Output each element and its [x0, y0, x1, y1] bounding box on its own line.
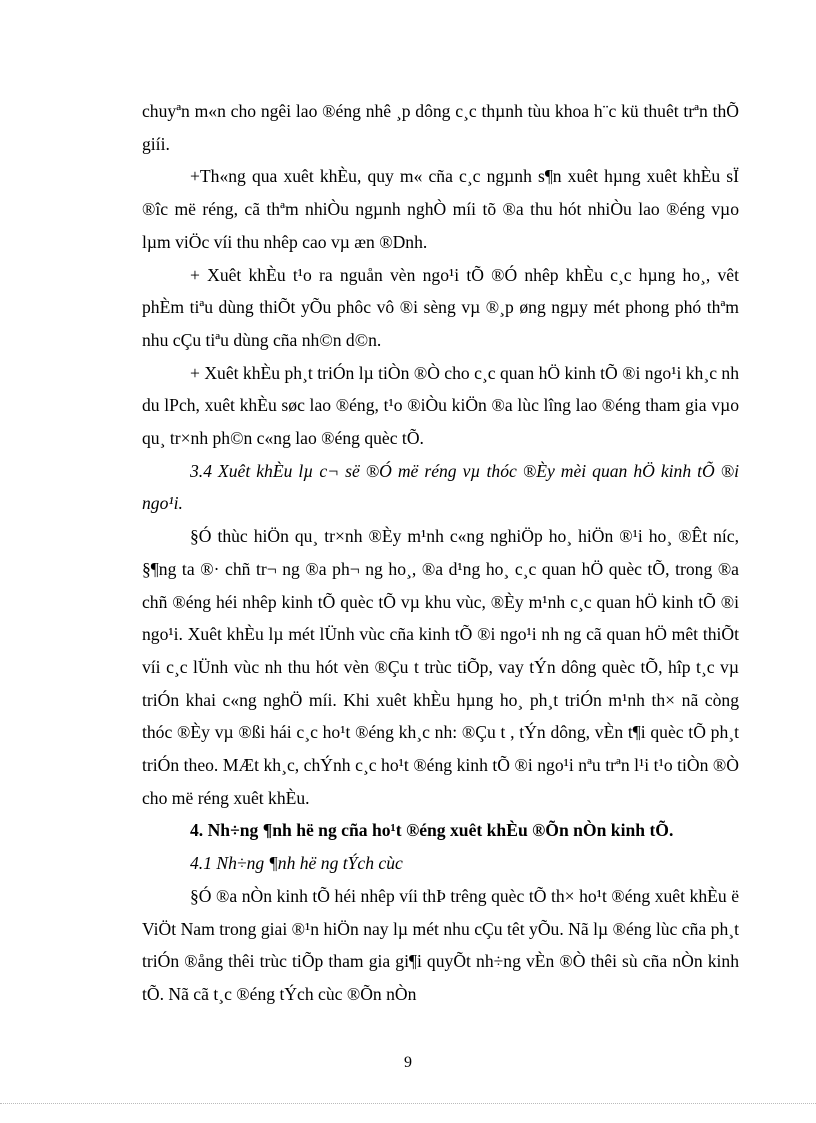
section-heading-4-1: 4.1 Nh÷ng ¶nh hë ng tÝch cùc — [190, 853, 403, 874]
paragraph-3: + Xuêt khÈu t¹o ra nguån vèn ngo¹i tÕ ®Ó nhêp khÈu c¸c hµng ho¸, vêt phÈm tiªu dùng thiÕt yÕu phôc vô ®i sèng vµ ®¸p øng ngµy mét phong phó thªm nhu cÇu tiªu dùng cña nh©n d©n. — [142, 264, 739, 350]
page-number: 9 — [404, 1054, 412, 1071]
document-body — [142, 95, 739, 1011]
section-heading-4: 4. Nh÷ng ¶nh hë ng cña ho¹t ®éng xuêt khÈu ®Õn nÒn kinh tÕ. — [190, 820, 674, 841]
paragraph-4: + Xuêt khÈu ph¸t triÓn lµ tiÒn ®Ò cho c¸c quan hÖ kinh tÕ ®i ngo¹i kh¸c nh du lPch, xuêt khÈu søc lao ®éng, t¹o ®iÒu kiÖn ®a lùc lîng lao ®éng tham gia vµo qu¸ tr×nh ph©n c«ng lao ®éng quèc tÕ. — [142, 362, 740, 449]
paragraph-2: +Th«ng qua xuêt khÈu, quy m« cña c¸c ngµnh s¶n xuêt hµng xuêt khÈu sÏ ®îc më réng, cã thªm nhiÒu ngµnh nghÒ míi tõ ®a thu hót nhiÒu lao ®éng vµo lµm viÖc víi thu nhêp cao vµ æn ®Dnh. — [142, 166, 739, 252]
paragraph-6: §Ó ®a nÒn kinh tÕ héi nhêp víi thÞ trêng quèc tÕ th× ho¹t ®éng xuêt khÈu ë ViÖt Nam trong giai ®¹n hiÖn nay lµ mét nhu cÇu têt yÕu. Nã lµ ®éng lùc cña ph¸t triÓn ®ång thêi trùc tiÕp tham gia gi¶i quyÕt nh÷ng vÈn ®Ò thêi sù cña nÒn kinh tÕ. Nã cã t¸c ®éng tÝch cùc ®Õn nÒn — [142, 885, 739, 1004]
section-heading-3-4: 3.4 Xuêt khÈu lµ c¬ së ®Ó më réng vµ thóc ®Èy mèi quan hÖ kinh tÕ ®i ngo¹i. — [142, 460, 739, 514]
page-bottom-border — [0, 1103, 816, 1104]
paragraph-5: §Ó thùc hiÖn qu¸ tr×nh ®Èy m¹nh c«ng nghiÖp ho¸ hiÖn ®¹i ho¸ ®Êt níc, §¶ng ta ®· chñ tr¬ ng ®a ph¬ ng ho¸, ®a d¹ng ho¸ c¸c quan hÖ quèc tÕ, trong ®a chñ ®éng héi nhêp kinh tÕ quèc tÕ vµ khu vùc, ®Èy m¹nh c¸c quan hÖ kinh tÕ ®i ngo¹i. Xuêt khÈu lµ mét lÜnh vùc cña kinh tÕ ®i ngo¹i nh ng cã quan hÖ mêt thiÕt víi c¸c lÜnh vùc nh thu hót vèn ®Çu t trùc tiÕp, vay tÝn dông quèc tÕ, hîp t¸c vµ triÓn khai c«ng nghÖ míi. Khi xuêt khÈu hµng ho¸ ph¸t triÓn m¹nh th× nã còng thóc ®Èy vµ ®ßi hái c¸c ho¹t ®éng kh¸c nh: ®Çu t , tÝn dông, vÈn t¶i quèc tÕ ph¸t triÓn theo. MÆt kh¸c, chÝnh c¸c ho¹t ®éng kinh tÕ ®i ngo¹i nªu trªn l¹i t¹o tiÒn ®Ò cho më réng xuêt khÈu. — [142, 526, 739, 808]
paragraph-1: chuyªn m«n cho ngêi lao ®éng nhê ¸p dông c¸c thµnh tùu khoa h¨c kü thuêt trªn thÕ giíi. — [142, 101, 739, 154]
